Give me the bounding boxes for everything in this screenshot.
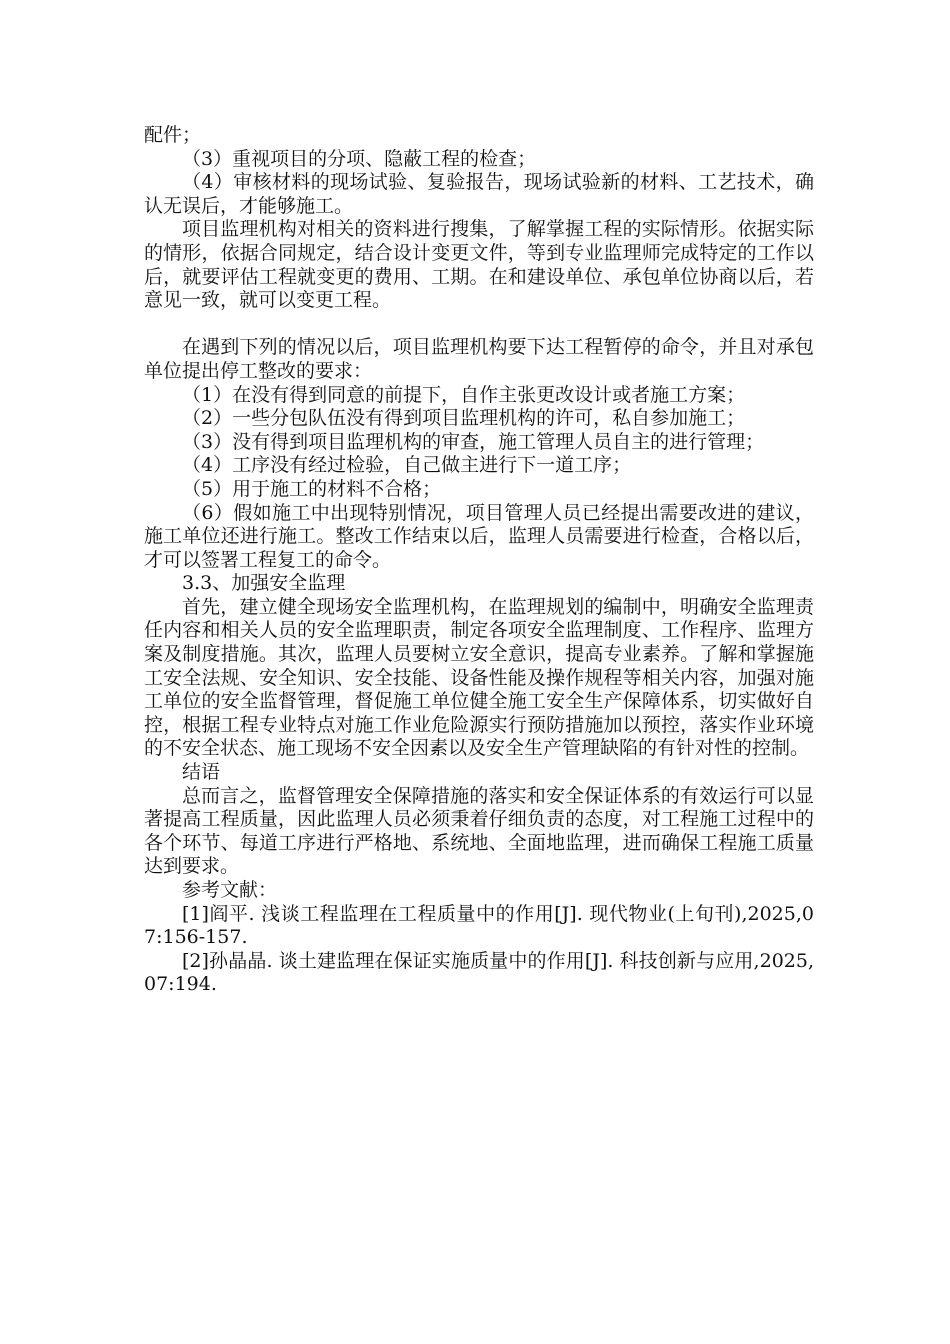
paragraph-change-process: 项目监理机构对相关的资料进行搜集，了解掌握工程的实际情形。依据实际的情形，依据合同规定，结合设计变更文件，等到专业监理师完成特定的工作以后，就要评估工程就变更的费用、工期。在和建设单位、承包单位协商以后，若意见一致，就可以变更工程。 bbox=[144, 218, 814, 312]
paragraph-continuation: 配件； bbox=[144, 124, 202, 146]
paragraph-stop-work-intro: 在遇到下列的情况以后，项目监理机构要下达工程暂停的命令，并且对承包单位提出停工整改的要求： bbox=[144, 336, 814, 382]
paragraph-stop-item-4: （4）工序没有经过检验，自己做主进行下一道工序； bbox=[182, 454, 632, 477]
section-heading-conclusion: 结语 bbox=[182, 761, 221, 784]
paragraph-stop-item-5: （5）用于施工的材料不合格； bbox=[182, 477, 442, 500]
reference-item-2: [2]孙晶晶. 谈土建监理在保证实施质量中的作用[J]. 科技创新与应用,2025,07:194. bbox=[144, 949, 814, 996]
paragraph-conclusion: 总而言之，监督管理安全保障措施的落实和安全保证体系的有效运行可以显著提高工程质量，因此监理人员必须秉着仔细负责的态度，对工程施工过程中的各个环节、每道工序进行严格地、系统地、全面地监理，进而确保工程施工质量达到要求。 bbox=[144, 784, 814, 878]
blank-line bbox=[144, 313, 814, 337]
paragraph-safety: 首先，建立健全现场安全监理机构，在监理规划的编制中，明确安全监理责任内容和相关人员的安全监理职责，制定各项安全监理制度、工作程序、监理方案及制度措施。其次，监理人员要树立安全意识，提高专业素养。了解和掌握施工安全法规、安全知识、安全技能、设备性能及操作规程等相关内容，加强对施工单位的安全监督管理，督促施工单位健全施工安全生产保障体系，切实做好自控，根据工程专业特点对施工作业危险源实行预防措施加以预控，落实作业环境的不安全状态、施工现场不安全因素以及安全生产管理缺陷的有针对性的控制。 bbox=[144, 595, 814, 760]
paragraph-item-3: （3）重视项目的分项、隐蔽工程的检查； bbox=[182, 147, 537, 170]
paragraph-stop-item-3: （3）没有得到项目监理机构的审查，施工管理人员自主的进行管理； bbox=[182, 430, 765, 453]
paragraph-stop-item-1: （1）在没有得到同意的前提下，自作主张更改设计或者施工方案； bbox=[182, 383, 746, 406]
reference-item-1: [1]阎平. 浅谈工程监理在工程质量中的作用[J]. 现代物业(上旬刊),2025,07:156-157. bbox=[144, 902, 814, 949]
paragraph-item-4: （4）审核材料的现场试验、复验报告，现场试验新的材料、工艺技术，确认无误后，才能够施工。 bbox=[144, 171, 814, 217]
paragraph-stop-item-6: （6）假如施工中出现特别情况，项目管理人员已经提出需要改进的建议，施工单位还进行施工。整改工作结束以后，监理人员需要进行检查，合格以后，才可以签署工程复工的命令。 bbox=[144, 501, 814, 571]
section-heading-safety: 3.3、加强安全监理 bbox=[182, 572, 346, 595]
section-heading-references: 参考文献： bbox=[182, 879, 278, 901]
document-body bbox=[144, 124, 814, 997]
paragraph-stop-item-2: （2）一些分包队伍没有得到项目监理机构的许可，私自参加施工； bbox=[182, 407, 746, 430]
